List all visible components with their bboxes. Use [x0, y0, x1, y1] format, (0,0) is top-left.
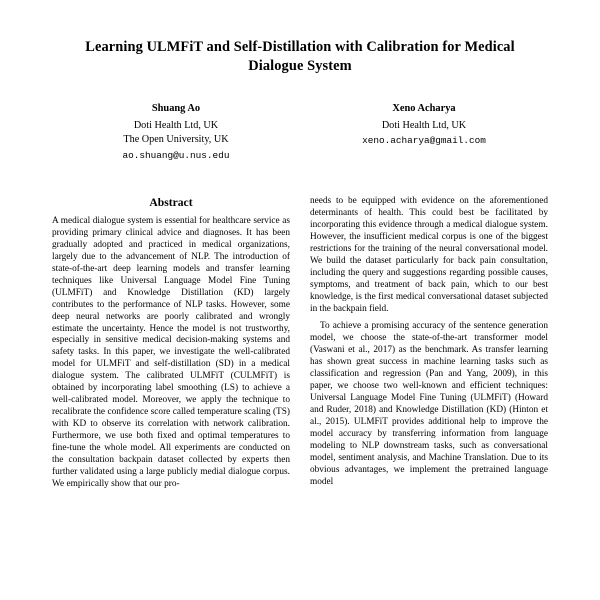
author-list	[52, 102, 548, 162]
author-entry	[300, 102, 548, 162]
two-column-body	[52, 196, 548, 491]
author-affiliation-secondary: The Open University, UK	[123, 134, 229, 146]
author-entry	[52, 102, 300, 162]
abstract-paragraph: A medical dialogue system is essential for healthcare service as providing primary clinical advice and diagnoses. It has been gradually adopted and practiced in medical organizations, largely due to the advancement of NLP. The introduction of state-of-the-art deep learning models and transfer learning techniques like Universal Language Model Fine Tuning (ULMFiT) and Knowledge Distillation (KD) largely contributes to the performance of NLP tasks. However, some deep neural networks are poorly calibrated and wrongly estimate the uncertainty. Hence the model is not trustworthy, especially in sensitive medical decision-making systems and safety tasks. In this paper, we investigate the well-calibrated model for ULMFiT and self-distillation (SD) in a medical dialogue system. The calibrated ULMFiT (CULMFiT) is obtained by incorporating label smoothing (LS) to achieve a well-calibrated model. Moreover, we apply the technique to recalibrate the confidence score called temperature scaling (TS) with KD to observe its correlation with network calibration. Furthermore, we use both fixed and optimal temperatures to fine-tune the whole model. All experiments are conducted on the consultation backpain dataset collected by experts then further validated using a large publicly medial dialogue corpus. We empirically show that our pro-	[52, 216, 290, 489]
page-title: Learning ULMFiT and Self-Distillation with Calibration for Medical Dialogue System	[85, 39, 515, 75]
author-affiliation: Doti Health Ltd, UK	[381, 119, 467, 131]
right-column	[310, 196, 548, 491]
abstract-heading: Abstract	[149, 196, 193, 210]
author-name: Xeno Acharya	[392, 103, 456, 115]
body-paragraph: To achieve a promising accuracy of the sentence generation model, we choose the state-of-the-art transformer model (Vaswani et al., 2017) as the benchmark. As transfer learning has shown great success in machine learning tasks such as classification and regression (Pan and Yang, 2009), in this paper, we choose two well-known and efficient techniques: Universal Language Model Fine Tuning (ULMFiT) (Howard and Ruder, 2018) and Knowledge Distillation (KD) (Hinton et al., 2015). ULMFiT provides additional help to improve the model accuracy by transferring information from language modeling to NLP downstream tasks, such as conversational model, sentiment analysis, and Machine Translation. Due to its obvious advantages, we implement the pretrained language model	[310, 321, 548, 487]
author-name: Shuang Ao	[151, 103, 201, 115]
left-column	[52, 196, 290, 491]
body-paragraph: needs to be equipped with evidence on the aforementioned determinants of health. This could best be facilitated by incorporating this evidence through a medical dialogue system. However, the insufficient medical corpus is one of the biggest restrictions for the training of the neural conversational model. We build the dataset particularly for back pain consultation, including the query and suggestions regarding possible causes, symptoms, and treatment of back pain, which to our best knowledge, is the first medical conversational dataset subjected in the backpain field.	[310, 196, 548, 314]
author-affiliation: Doti Health Ltd, UK	[133, 119, 219, 131]
author-email[interactable]: ao.shuang@u.nus.edu	[122, 149, 230, 161]
author-email[interactable]: xeno.acharya@gmail.com	[362, 135, 486, 147]
